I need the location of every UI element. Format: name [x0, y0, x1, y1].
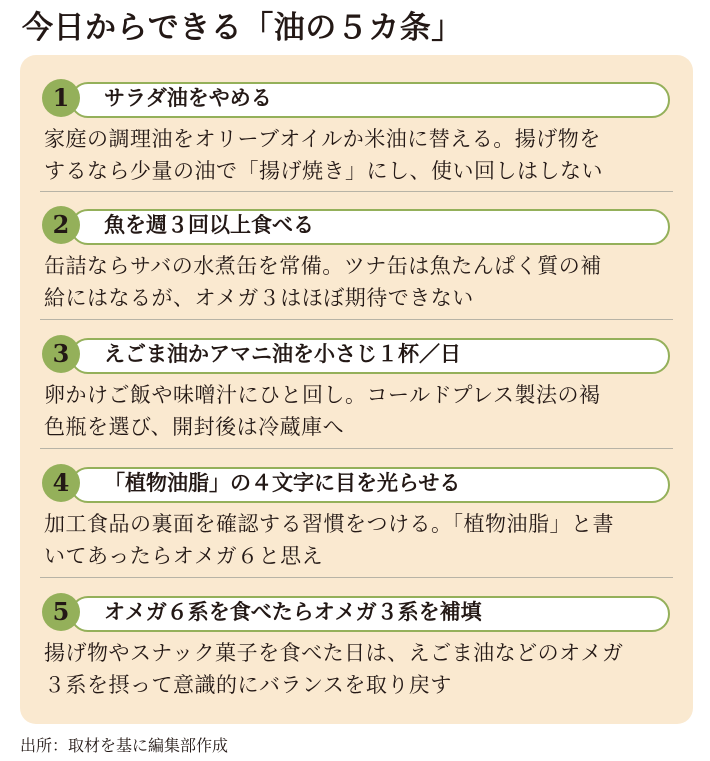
description-line: 家庭の調理油をオリーブオイルか米油に替える。揚げ物を — [44, 127, 601, 151]
description-line: 色瓶を選び、開封後は冷蔵庫へ — [44, 415, 345, 439]
description-line: 卵かけご飯や味噌汁にひと回し。コールドプレス製法の褐 — [44, 383, 601, 407]
rule-description — [44, 250, 684, 314]
rule-description — [44, 637, 684, 701]
page-title: 今日からできる「油の５カ条」 — [22, 10, 463, 46]
description-line: 揚げ物やスナック菓子を食べた日は、えごま油などのオメガ — [44, 641, 624, 665]
divider — [40, 448, 673, 449]
description-line: いてあったらオメガ６と思え — [44, 544, 324, 568]
divider — [40, 319, 673, 320]
number-badge: 1 — [42, 79, 80, 117]
description-line: 加工食品の裏面を確認する習慣をつける。「植物油脂」と書 — [44, 512, 614, 536]
rule-heading — [42, 79, 668, 117]
heading-text: サラダ油をやめる — [104, 86, 272, 110]
divider — [40, 191, 673, 192]
rule-description — [44, 123, 684, 187]
heading-text: えごま油かアマニ油を小さじ１杯／日 — [104, 342, 461, 366]
number-badge: 4 — [42, 464, 80, 502]
rule-heading — [42, 593, 668, 631]
description-line: 給にはなるが、オメガ３はほぼ期待できない — [44, 286, 474, 310]
heading-text: 魚を週３回以上食べる — [104, 213, 314, 237]
number-badge: 5 — [42, 593, 80, 631]
rules-panel — [20, 55, 693, 724]
rule-description — [44, 508, 684, 572]
rule-heading — [42, 206, 668, 244]
heading-text: オメガ６系を食べたらオメガ３系を補填 — [104, 600, 482, 624]
source-note: 出所：取材を基に編集部作成 — [20, 736, 229, 755]
description-line: ３系を摂って意識的にバランスを取り戻す — [44, 673, 452, 697]
rule-heading — [42, 464, 668, 502]
divider — [40, 577, 673, 578]
description-line: するなら少量の油で「揚げ焼き」にし、使い回しはしない — [44, 159, 603, 183]
rule-heading — [42, 335, 668, 373]
number-badge: 3 — [42, 335, 80, 373]
number-badge: 2 — [42, 206, 80, 244]
description-line: 缶詰ならサバの水煮缶を常備。ツナ缶は魚たんぱく質の補 — [44, 254, 602, 278]
rule-description — [44, 379, 684, 443]
heading-text: 「植物油脂」の４文字に目を光らせる — [104, 471, 461, 495]
